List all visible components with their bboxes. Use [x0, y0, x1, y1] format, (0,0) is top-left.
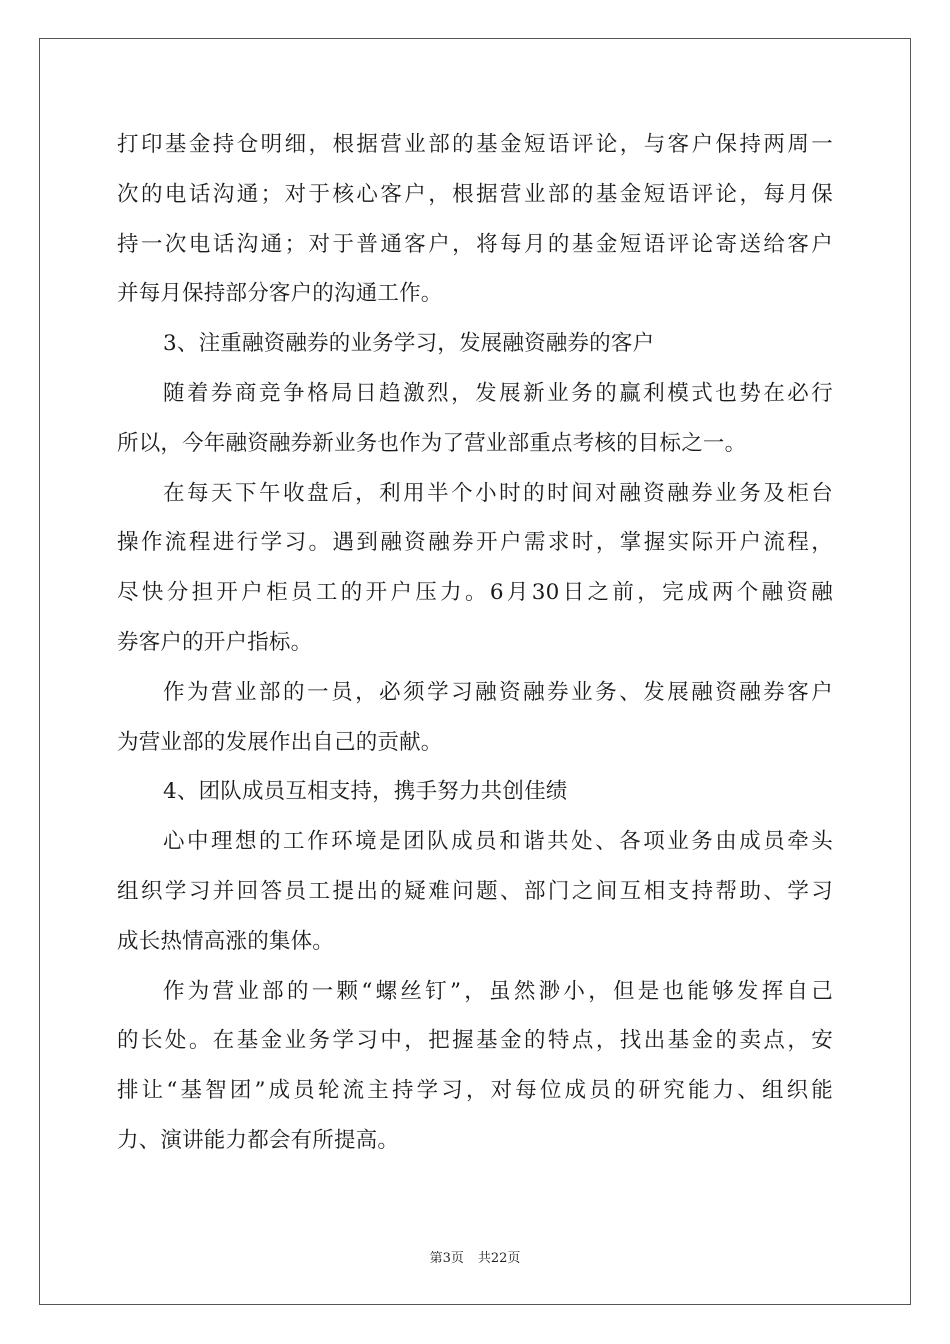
- text-line: 作为营业部的一员，必须学习融资融券业务、发展融资融券客户: [163, 679, 833, 705]
- page-number: 第3页: [429, 1251, 464, 1266]
- text-line: 操作流程进行学习。遇到融资融券开户需求时，掌握实际开户流程，: [117, 530, 833, 556]
- text-line: 为营业部的发展作出自己的贡献。: [117, 729, 443, 755]
- text-line: 在每天下午收盘后，利用半个小时的时间对融资融券业务及柜台: [163, 480, 833, 506]
- page-total: 共22页: [477, 1251, 521, 1266]
- text-line: 次的电话沟通；对于核心客户，根据营业部的基金短语评论，每月保: [117, 181, 833, 207]
- text-line: 心中理想的工作环境是团队成员和谐共处、各项业务由成员牵头: [163, 829, 833, 855]
- text-line: 持一次电话沟通；对于普通客户，将每月的基金短语评论寄送给客户: [117, 231, 833, 257]
- text-line: 尽快分担开户柜员工的开户压力。6月30日之前，完成两个融资融: [117, 580, 833, 606]
- text-line: 并每月保持部分客户的沟通工作。: [117, 281, 443, 307]
- text-line: 打印基金持仓明细，根据营业部的基金短语评论，与客户保持两周一: [117, 132, 833, 157]
- text-line: 成长热情高涨的集体。: [117, 928, 335, 954]
- text-line: 的长处。在基金业务学习中，把握基金的特点，找出基金的卖点，安: [117, 1028, 833, 1054]
- document-body: [117, 120, 833, 1166]
- page-footer: [0, 1247, 950, 1266]
- text-line: 所以，今年融资融券新业务也作为了营业部重点考核的目标之一。: [117, 430, 747, 456]
- text-line: 4、团队成员互相支持，携手努力共创佳绩: [163, 779, 568, 805]
- text-line: 排让“基智团”成员轮流主持学习，对每位成员的研究能力、组织能: [117, 1078, 833, 1104]
- text-line: 组织学习并回答员工提出的疑难问题、部门之间互相支持帮助、学习: [117, 878, 833, 904]
- text-line: 力、演讲能力都会有所提高。: [117, 1127, 400, 1153]
- text-line: 券客户的开户指标。: [117, 629, 313, 655]
- text-line: 随着券商竞争格局日趋激烈，发展新业务的赢利模式也势在必行: [163, 380, 833, 406]
- text-line: 作为营业部的一颗“螺丝钉”，虽然渺小，但是也能够发挥自己: [163, 978, 833, 1004]
- text-line: 3、注重融资融券的业务学习，发展融资融券的客户: [163, 331, 655, 357]
